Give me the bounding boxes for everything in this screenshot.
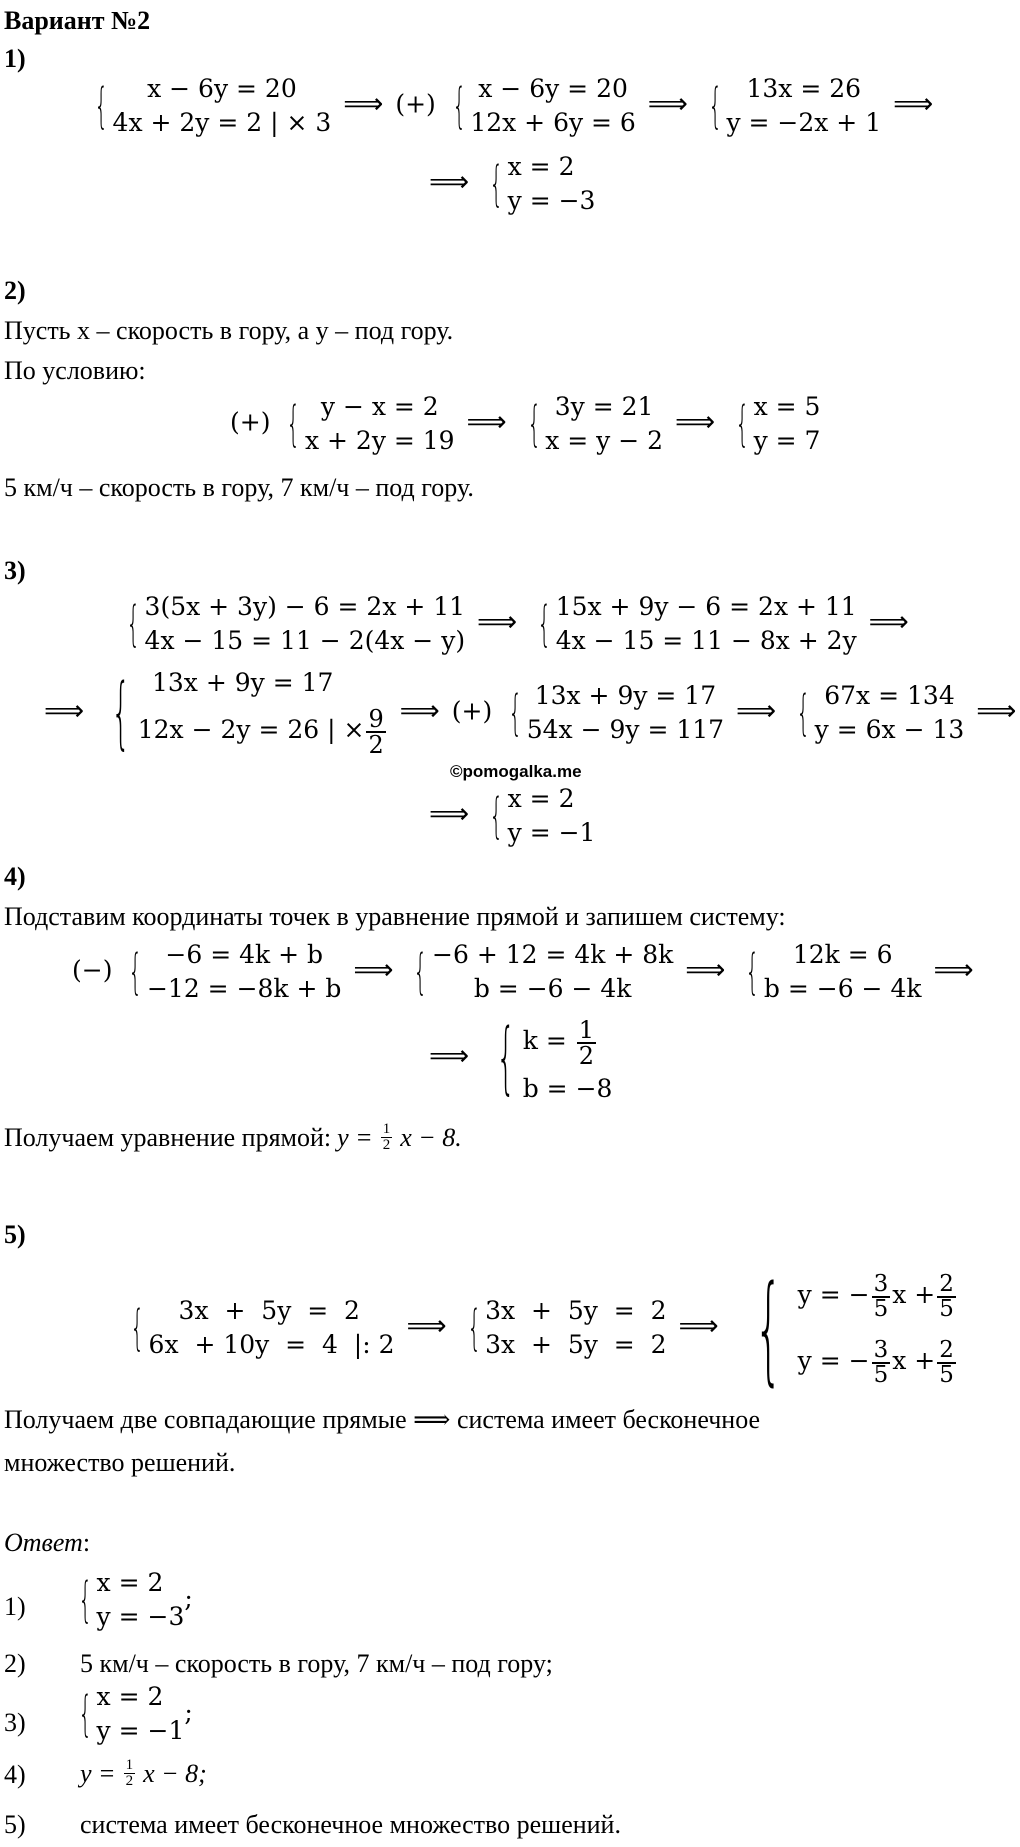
- equation: y = −3: [96, 1602, 185, 1631]
- implies-arrow-icon: ⟹: [429, 164, 470, 198]
- equation: y = −2x + 1: [726, 108, 882, 137]
- equation: 4x − 15 = 11 − 2(4x − y): [144, 626, 466, 655]
- system: [118, 590, 465, 658]
- formula-lhs: y =: [80, 1758, 116, 1788]
- problem-4-label: 4): [4, 862, 26, 891]
- plus-operator: (+): [230, 407, 271, 437]
- answer-semicolon: ;: [184, 1583, 193, 1613]
- brace-icon: {: [128, 944, 143, 1000]
- equation-text: k =: [522, 1026, 567, 1055]
- numerator: 1: [382, 1121, 391, 1137]
- brace-icon: {: [130, 1300, 145, 1356]
- answer-colon: :: [82, 1528, 91, 1557]
- problem-4-intro: Подставим координаты точек в уравнение прямой и запишем систему:: [4, 902, 786, 931]
- equation: 54x − 9y = 117: [526, 715, 725, 744]
- problem-3-line-3: [425, 782, 595, 850]
- problem-2-label: 2): [4, 276, 26, 305]
- implies-arrow-icon: ⟹: [685, 952, 726, 986]
- answer-4-formula: [80, 1758, 207, 1789]
- page-title: Вариант №2: [4, 6, 151, 35]
- problem-4-line-1: [72, 938, 978, 1006]
- problem-3-line-1: [118, 590, 913, 658]
- system: [788, 679, 964, 747]
- brace-icon: {: [745, 944, 760, 1000]
- problem-2-condition: По условию:: [4, 356, 146, 385]
- implies-arrow-icon: ⟹: [429, 1038, 470, 1072]
- equation: 4x − 15 = 11 − 8x + 2y: [555, 626, 857, 655]
- implies-arrow-icon: ⟹: [678, 1308, 719, 1342]
- denominator: 5: [873, 1361, 889, 1388]
- problem-1-line-2: [425, 150, 595, 218]
- answer-1-label: 1): [4, 1592, 26, 1621]
- plus-operator: (+): [451, 696, 493, 726]
- denominator: 2: [125, 1773, 134, 1789]
- equation: b = −6 − 4k: [473, 974, 632, 1003]
- equation: x − 6y = 20: [478, 74, 628, 103]
- system: [727, 390, 820, 458]
- system: [278, 390, 454, 458]
- system: [481, 150, 595, 218]
- system: [500, 679, 724, 747]
- equation-text: x +: [892, 1280, 936, 1309]
- denominator: 2: [368, 730, 384, 759]
- implies-arrow-icon: ⟹: [868, 604, 909, 638]
- fraction: [937, 1336, 956, 1388]
- brace-icon: {: [466, 1300, 481, 1356]
- equation: y = −1: [96, 1716, 185, 1745]
- equation: 13x + 9y = 17: [152, 668, 334, 697]
- answer-3-label: 3): [4, 1708, 26, 1737]
- implies-arrow-icon: ⟹: [477, 604, 518, 638]
- numerator: 9: [368, 704, 384, 733]
- equation: y = −1: [507, 818, 596, 847]
- brace-icon: {: [796, 685, 811, 741]
- answer-5-label: 5): [4, 1810, 26, 1839]
- equation: 13x = 26: [746, 74, 862, 103]
- system: [700, 72, 881, 140]
- brace-icon: {: [735, 396, 750, 452]
- result-lhs: y =: [337, 1122, 373, 1152]
- denominator: 2: [578, 1041, 595, 1070]
- equation: 3x + 5y = 2: [485, 1296, 667, 1325]
- numerator: 2: [939, 1270, 954, 1297]
- problem-4-line-2: [425, 1010, 612, 1106]
- equation: 12k = 6: [792, 940, 893, 969]
- fraction: [366, 704, 385, 759]
- problem-2-result: 5 км/ч – скорость в гору, 7 км/ч – под гору.: [4, 473, 474, 502]
- equation: 13x + 9y = 17: [534, 681, 717, 710]
- equation: 12x + 6y = 6: [470, 108, 636, 137]
- equation-text: y = −: [797, 1346, 870, 1375]
- answer-heading-text: Ответ: [4, 1528, 83, 1557]
- system: [96, 666, 388, 760]
- system: [731, 1259, 958, 1397]
- answer-1-system: [70, 1566, 193, 1634]
- denominator: 2: [382, 1137, 391, 1153]
- brace-icon: {: [708, 78, 723, 134]
- implies-arrow-icon: ⟹: [933, 952, 974, 986]
- equation: x = 2: [507, 784, 575, 813]
- system: [519, 390, 663, 458]
- answer-2-text: 5 км/ч – скорость в гору, 7 км/ч – под гору;: [80, 1649, 553, 1678]
- equation: −6 = 4k + b: [165, 940, 323, 969]
- implies-arrow-icon: ⟹: [44, 693, 85, 727]
- brace-icon: {: [413, 944, 428, 1000]
- problem-1-label: 1): [4, 44, 26, 73]
- denominator: 5: [873, 1295, 889, 1322]
- equation: −6 + 12 = 4k + 8k: [432, 940, 674, 969]
- denominator: 5: [939, 1295, 954, 1322]
- implies-arrow-icon: ⟹: [399, 693, 440, 727]
- answer-5-text: система имеет бесконечное множество решений.: [80, 1810, 621, 1839]
- numerator: 3: [873, 1270, 889, 1297]
- equation: y = 6x − 13: [814, 715, 965, 744]
- equation: x = 2: [507, 152, 575, 181]
- equation: 3(5x + 3y) − 6 = 2x + 11: [144, 592, 466, 621]
- result-text: Получаем уравнение прямой:: [4, 1122, 332, 1152]
- implies-arrow-icon: ⟹: [893, 86, 934, 120]
- implies-arrow-icon: ⟹: [343, 86, 384, 120]
- equation: y = −3: [507, 186, 596, 215]
- problem-5-result-line-1: Получаем две совпадающие прямые ⟹ система имеет бесконечное: [4, 1405, 761, 1434]
- result-rhs: x − 8.: [400, 1122, 462, 1152]
- brace-icon: {: [489, 788, 504, 844]
- equation: 3x + 5y = 2: [485, 1330, 667, 1359]
- equation: [798, 1262, 958, 1328]
- fraction: [124, 1758, 136, 1789]
- system: [70, 1566, 184, 1634]
- problem-5-line: [122, 1259, 958, 1397]
- equation: 3x + 5y = 2: [178, 1296, 360, 1325]
- formula-rhs: x − 8;: [143, 1758, 207, 1788]
- system: [481, 1010, 612, 1106]
- fraction: [872, 1336, 891, 1388]
- equation: 15x + 9y − 6 = 2x + 11: [555, 592, 857, 621]
- equation: 3y = 21: [554, 392, 654, 421]
- problem-3-label: 3): [4, 556, 26, 585]
- denominator: 5: [939, 1361, 954, 1388]
- equation: [138, 700, 388, 760]
- implies-arrow-icon: ⟹: [353, 952, 394, 986]
- system: [120, 938, 341, 1006]
- numerator: 1: [578, 1015, 595, 1044]
- equation: b = −6 − 4k: [763, 974, 922, 1003]
- system: [481, 782, 595, 850]
- equation: −12 = −8k + b: [146, 974, 342, 1003]
- equation: 6x + 10y = 4 |: 2: [148, 1330, 395, 1359]
- brace-icon: {: [537, 596, 552, 652]
- brace-icon: {: [78, 1686, 93, 1742]
- fraction: [577, 1015, 596, 1070]
- brace-icon: {: [508, 685, 523, 741]
- equation: x − 6y = 20: [147, 74, 297, 103]
- equation: x = 5: [753, 392, 821, 421]
- brace-icon: {: [753, 1259, 783, 1397]
- plus-operator: (+): [395, 89, 436, 119]
- brace-icon: {: [527, 396, 541, 452]
- system: [737, 938, 921, 1006]
- watermark: ©pomogalka.me: [450, 762, 582, 781]
- equation: x = y − 2: [545, 426, 663, 455]
- equation: [798, 1328, 958, 1394]
- brace-icon: {: [94, 78, 109, 134]
- answer-3-system: [70, 1680, 193, 1748]
- numerator: 3: [873, 1336, 889, 1363]
- problem-4-result: [4, 1122, 462, 1153]
- answer-2-label: 2): [4, 1649, 26, 1678]
- equation-text: x +: [892, 1346, 936, 1375]
- brace-icon: {: [78, 1572, 93, 1628]
- system: [444, 72, 636, 140]
- implies-arrow-icon: ⟹: [429, 796, 470, 830]
- implies-arrow-icon: ⟹: [466, 404, 507, 438]
- answer-4-label: 4): [4, 1760, 26, 1789]
- fraction: [937, 1270, 956, 1322]
- equation: y = 7: [753, 426, 821, 455]
- problem-2-line: [230, 390, 820, 458]
- system: [405, 938, 673, 1006]
- brace-icon: {: [489, 156, 504, 212]
- answer-semicolon: ;: [184, 1697, 193, 1727]
- implies-arrow-icon: ⟹: [736, 693, 777, 727]
- minus-operator: (−): [72, 955, 113, 985]
- implies-arrow-icon: ⟹: [674, 404, 716, 438]
- equation: b = −8: [522, 1074, 613, 1103]
- equation: x = 2: [96, 1682, 164, 1711]
- brace-icon: {: [496, 1013, 516, 1103]
- problem-3-line-2: [40, 666, 1020, 760]
- system: [70, 1680, 184, 1748]
- equation: [523, 1010, 613, 1072]
- brace-icon: {: [452, 78, 466, 134]
- equation: 4x + 2y = 2 | × 3: [112, 108, 332, 137]
- system: [529, 590, 857, 658]
- system: [86, 72, 331, 140]
- equation: x + 2y = 19: [304, 426, 455, 455]
- equation: y − x = 2: [320, 392, 439, 421]
- system: [459, 1294, 667, 1362]
- numerator: 1: [125, 1757, 134, 1773]
- numerator: 2: [939, 1336, 954, 1363]
- fraction: [381, 1122, 393, 1153]
- problem-5-result-line-2: множество решений.: [4, 1448, 236, 1477]
- fraction: [872, 1270, 891, 1322]
- system: [122, 1294, 395, 1362]
- problem-2-intro: Пусть x – скорость в гору, а y – под гору.: [4, 316, 454, 345]
- brace-icon: {: [126, 596, 141, 652]
- implies-arrow-icon: ⟹: [976, 693, 1017, 727]
- answer-heading: [4, 1528, 90, 1558]
- equation-text: y = −: [797, 1280, 870, 1309]
- equation: 67x = 134: [824, 681, 955, 710]
- equation: x = 2: [96, 1568, 164, 1597]
- problem-5-label: 5): [4, 1220, 26, 1249]
- problem-1-line-1: [86, 72, 937, 140]
- brace-icon: {: [111, 668, 131, 758]
- implies-arrow-icon: ⟹: [647, 86, 688, 120]
- implies-arrow-icon: ⟹: [406, 1308, 447, 1342]
- brace-icon: {: [286, 396, 301, 452]
- equation-text: 12x − 2y = 26 | ×: [137, 715, 365, 744]
